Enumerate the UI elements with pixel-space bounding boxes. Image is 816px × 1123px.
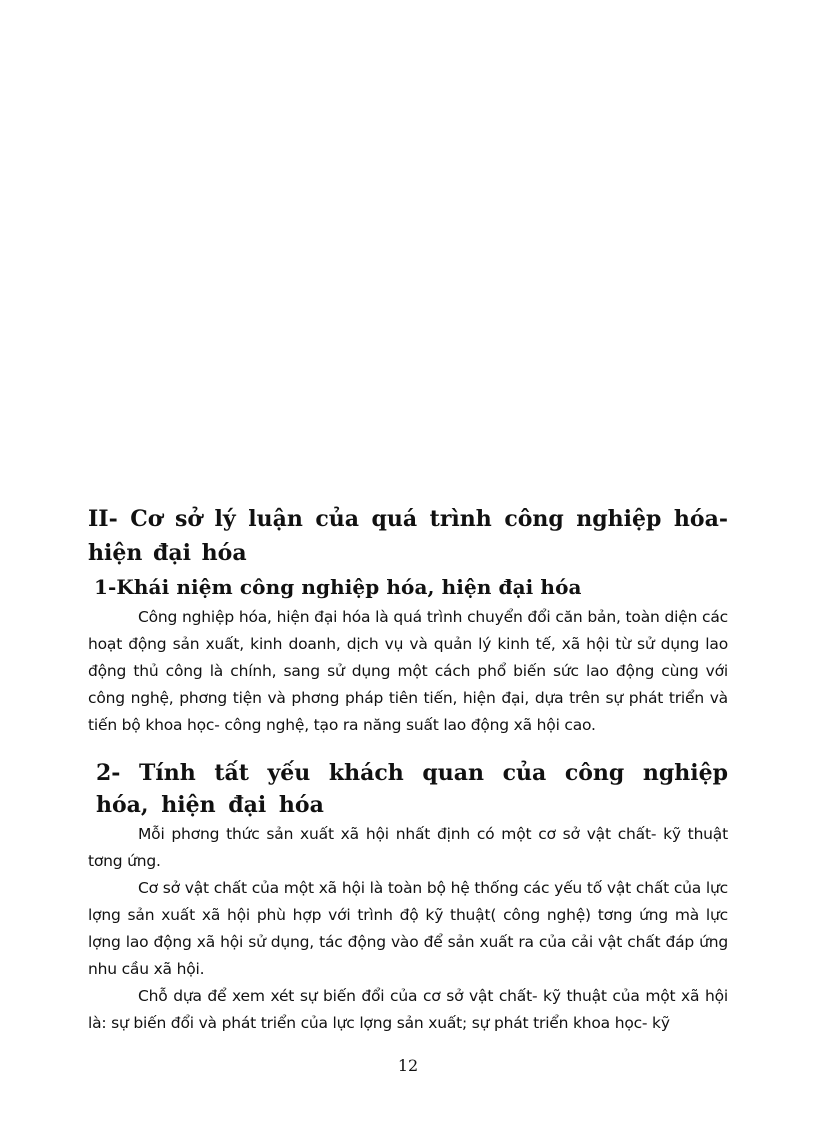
subsection-2-heading: 2- Tính tất yếu khách quan của công nghiệp hóa, hiện đại hóa	[96, 760, 728, 818]
subsection-1-heading: 1-Khái niệm công nghiệp hóa, hiện đại hóa	[94, 575, 582, 599]
subsection-1-paragraph-1: Công nghiệp hóa, hiện đại hóa là quá trình chuyển đổi căn bản, toàn diện các hoạt động sản xuất, kinh doanh, dịch vụ và quản lý kinh tế, xã hội từ sử dụng lao động thủ công là chính, sang sử dụng một cách phổ biến sức lao động cùng với công nghệ, phơng tiện và phơng pháp tiên tiến, hiện đại, dựa trên sự phát triển và tiến bộ khoa học- công nghệ, tạo ra năng suất lao động xã hội cao.	[88, 608, 728, 734]
subsection-2-paragraph-3: Chỗ dựa để xem xét sự biến đổi của cơ sở vật chất- kỹ thuật của một xã hội là: sự biến đổi và phát triển của lực lợng sản xuất; sự phát triển khoa học- kỹ	[88, 987, 728, 1032]
subsection-2-paragraph-1: Mỗi phơng thức sản xuất xã hội nhất định có một cơ sở vật chất- kỹ thuật tơng ứng.	[88, 825, 728, 870]
page-content	[88, 502, 728, 1037]
section-heading: II- Cơ sở lý luận của quá trình công nghiệp hóa- hiện đại hóa	[88, 506, 728, 566]
page-number: 12	[397, 1056, 419, 1075]
subsection-2-paragraph-2: Cơ sở vật chất của một xã hội là toàn bộ hệ thống các yếu tố vật chất của lực lợng sản xuất xã hội phù hợp với trình độ kỹ thuật( công nghệ) tơng ứng mà lực lợng lao động xã hội sử dụng, tác động vào để sản xuất ra của cải vật chất đáp ứng nhu cầu xã hội.	[88, 879, 728, 978]
